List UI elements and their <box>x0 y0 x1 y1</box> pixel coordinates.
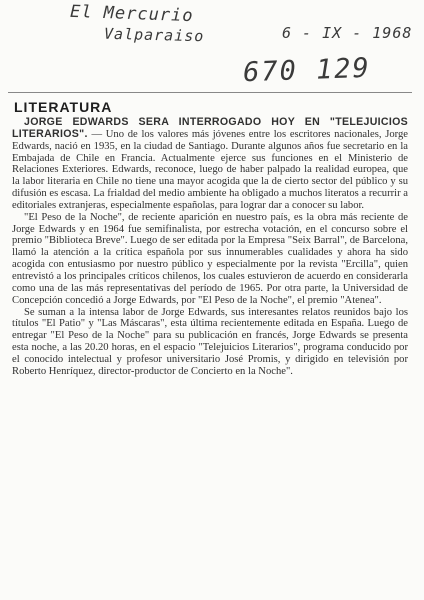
article-paragraph: "El Peso de la Noche", de reciente aparición en nuestro país, es la obra más reciente de Jorge Edwards y en 1964 fue semifinalista, por estrecha votación, en el concurso sobre el premio "Biblioteca Breve". Luego de ser editada por la Empresa "Seix Barral", de Barcelona, llamó la atención a la crítica española por sus innumerables cualidades y ahora ha sido acogida con entusiasmo por nuestro público y especialmente por la revista "Ercilla", quien entrevistó a los principales críticos chilenos, los cuales estuvieron de acuerdo en considerarla como una de las más representativas del período de 1965. Por otra parte, la Universidad de Concepción concedió a Jorge Edwards, por "El Peso de la Noche", el premio "Atenea". <box>12 211 408 306</box>
article-headline: JORGE EDWARDS SERA INTERROGADO HOY EN "TELEJUICIOS LITERARIOS". <box>12 116 408 140</box>
section-heading: LITERATURA <box>14 99 113 115</box>
article-body <box>12 117 408 378</box>
article-lead-text: — Uno de los valores más jóvenes entre los escritores nacionales, Jorge Edwards, nació en 1935, en la ciudad de Santiago. Durante algunos años fue secretario en la Embajada de Chile en Francia. Actualmente ejerce sus funciones en el Ministerio de Relaciones Exteriores. Edwards, reconoce, luego de haber palpado la realidad europea, que la labor literaria en Chile no tiene una mayor acogida que la de cierto sector del público y su difusión es escasa. La frialdad del medio ambiente ha obligado a muchos literatos a recurrir a editoriales extranjeras, especialmente españolas, para lograr dar a conocer su labor. <box>12 128 408 211</box>
newspaper-name-stamp: El Mercurio <box>69 1 194 27</box>
newspaper-clipping <box>8 92 412 378</box>
date-stamp: 6 - IX - 1968 <box>282 24 413 42</box>
city-stamp: Valparaiso <box>103 24 205 46</box>
archive-code-stamp: 670 129 <box>242 52 372 89</box>
article-paragraph <box>12 117 408 212</box>
article-paragraph: Se suman a la intensa labor de Jorge Edwards, sus interesantes relatos reunidos bajo los títulos "El Patio" y "Las Máscaras", esta última recientemente editada en España. Luego de entregar "El Peso de la Noche" para su publicación en francés, Jorge Edwards se presenta esta noche, a las 20.20 horas, en el espacio "Telejuicios Literarios", programa conducido por el conocido intelectual y profesor universitario José Promis, y dirigido en televisión por Roberto Henríquez, director-productor de Concierto en la Noche". <box>12 306 408 377</box>
